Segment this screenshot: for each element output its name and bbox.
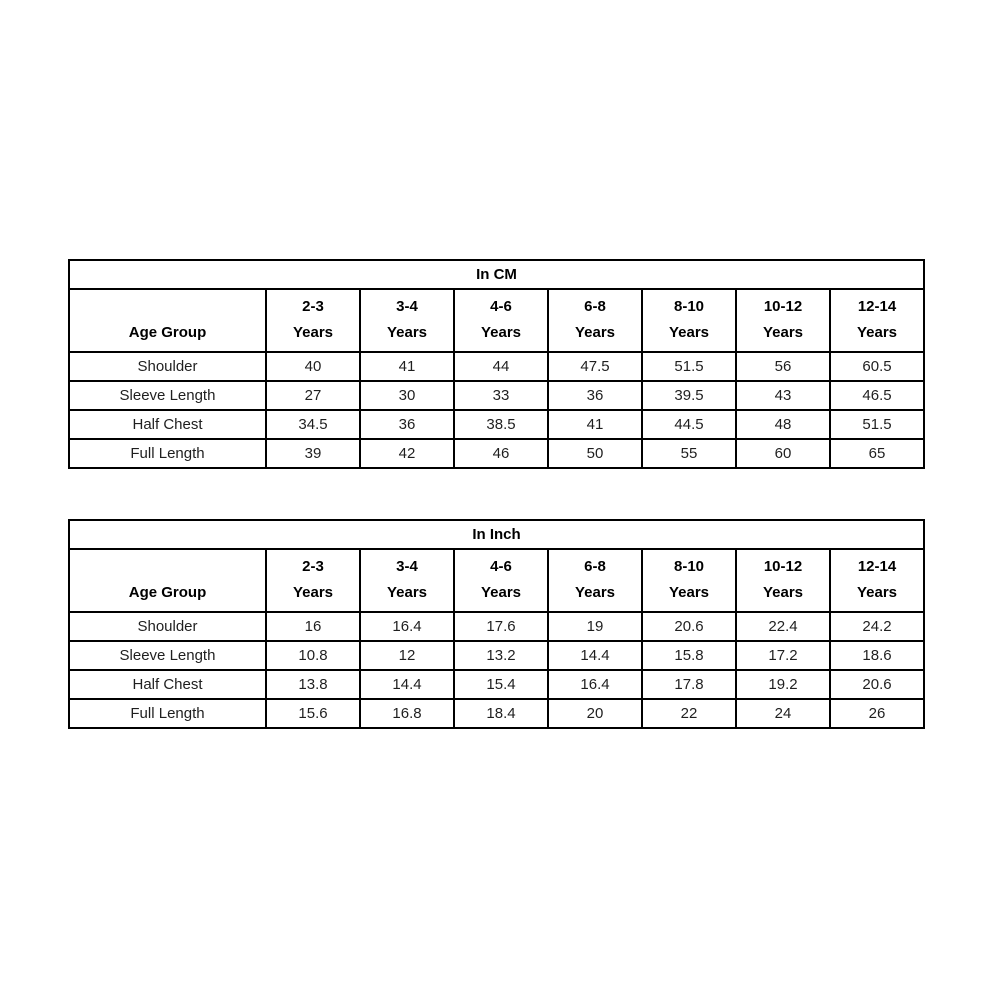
years-label: Years [668,323,710,341]
age-range-label: 12-14 [857,297,897,315]
measurement-cell: 39 [266,439,360,468]
years-label: Years [762,323,804,341]
age-column-header [642,549,736,612]
row-label: Shoulder [69,352,266,381]
age-column-header [830,549,924,612]
years-label: Years [386,583,428,601]
measurement-cell: 36 [360,410,454,439]
measurement-cell: 12 [360,641,454,670]
row-label: Half Chest [69,410,266,439]
age-range-label: 4-6 [490,557,512,575]
table-header-row [69,289,924,352]
table-title: In Inch [69,520,924,549]
measurement-cell: 26 [830,699,924,728]
years-label: Years [292,583,334,601]
age-column-header [454,549,548,612]
size-table-inch [68,519,925,729]
table-row [69,612,924,641]
measurement-cell: 65 [830,439,924,468]
age-range-label: 8-10 [673,297,705,315]
table-title: In CM [69,260,924,289]
measurement-cell: 43 [736,381,830,410]
measurement-cell: 34.5 [266,410,360,439]
measurement-cell: 17.6 [454,612,548,641]
age-range-label: 12-14 [857,557,897,575]
measurement-cell: 20 [548,699,642,728]
measurement-cell: 33 [454,381,548,410]
measurement-cell: 56 [736,352,830,381]
measurement-cell: 51.5 [830,410,924,439]
age-column-header [830,289,924,352]
measurement-cell: 19.2 [736,670,830,699]
table-row [69,699,924,728]
measurement-cell: 17.8 [642,670,736,699]
measurement-cell: 22.4 [736,612,830,641]
measurement-cell: 20.6 [830,670,924,699]
age-group-corner-header: Age Group [69,289,266,352]
table-header-row [69,549,924,612]
measurement-cell: 51.5 [642,352,736,381]
years-label: Years [762,583,804,601]
measurement-cell: 44 [454,352,548,381]
measurement-cell: 36 [548,381,642,410]
measurement-cell: 24.2 [830,612,924,641]
table-row [69,439,924,468]
age-range-label: 8-10 [673,557,705,575]
table-row [69,352,924,381]
age-range-label: 4-6 [490,297,512,315]
measurement-cell: 48 [736,410,830,439]
age-column-header [642,289,736,352]
measurement-cell: 17.2 [736,641,830,670]
age-range-label: 2-3 [302,557,324,575]
age-column-header [454,289,548,352]
age-group-corner-header: Age Group [69,549,266,612]
measurement-cell: 20.6 [642,612,736,641]
measurement-cell: 24 [736,699,830,728]
age-range-label: 6-8 [584,297,606,315]
years-label: Years [292,323,334,341]
measurement-cell: 13.2 [454,641,548,670]
measurement-cell: 38.5 [454,410,548,439]
age-column-header [736,289,830,352]
measurement-cell: 42 [360,439,454,468]
size-table-cm [68,259,925,469]
row-label: Sleeve Length [69,381,266,410]
measurement-cell: 50 [548,439,642,468]
age-column-header [548,549,642,612]
age-range-label: 10-12 [763,297,803,315]
row-label: Full Length [69,439,266,468]
years-label: Years [574,323,616,341]
measurement-cell: 16.8 [360,699,454,728]
years-label: Years [574,583,616,601]
measurement-cell: 13.8 [266,670,360,699]
measurement-cell: 15.4 [454,670,548,699]
years-label: Years [668,583,710,601]
table-row [69,670,924,699]
measurement-cell: 19 [548,612,642,641]
table-row [69,641,924,670]
row-label: Shoulder [69,612,266,641]
measurement-cell: 16 [266,612,360,641]
measurement-cell: 41 [360,352,454,381]
measurement-cell: 41 [548,410,642,439]
years-label: Years [480,583,522,601]
years-label: Years [386,323,428,341]
measurement-cell: 46.5 [830,381,924,410]
measurement-cell: 60.5 [830,352,924,381]
measurement-cell: 39.5 [642,381,736,410]
row-label: Full Length [69,699,266,728]
table-row [69,410,924,439]
table-title-row [69,520,924,549]
age-range-label: 3-4 [396,297,418,315]
age-column-header [266,549,360,612]
years-label: Years [856,583,898,601]
age-range-label: 3-4 [396,557,418,575]
measurement-cell: 14.4 [360,670,454,699]
age-range-label: 6-8 [584,557,606,575]
measurement-cell: 60 [736,439,830,468]
measurement-cell: 47.5 [548,352,642,381]
measurement-cell: 46 [454,439,548,468]
row-label: Sleeve Length [69,641,266,670]
table-row [69,381,924,410]
measurement-cell: 44.5 [642,410,736,439]
measurement-cell: 14.4 [548,641,642,670]
age-column-header [736,549,830,612]
measurement-cell: 18.6 [830,641,924,670]
table-title-row [69,260,924,289]
measurement-cell: 16.4 [360,612,454,641]
measurement-cell: 10.8 [266,641,360,670]
measurement-cell: 15.6 [266,699,360,728]
measurement-cell: 40 [266,352,360,381]
measurement-cell: 22 [642,699,736,728]
age-column-header [360,289,454,352]
age-range-label: 10-12 [763,557,803,575]
measurement-cell: 30 [360,381,454,410]
years-label: Years [856,323,898,341]
age-column-header [548,289,642,352]
measurement-cell: 18.4 [454,699,548,728]
age-column-header [266,289,360,352]
measurement-cell: 16.4 [548,670,642,699]
measurement-cell: 55 [642,439,736,468]
measurement-cell: 27 [266,381,360,410]
age-column-header [360,549,454,612]
row-label: Half Chest [69,670,266,699]
measurement-cell: 15.8 [642,641,736,670]
years-label: Years [480,323,522,341]
age-range-label: 2-3 [302,297,324,315]
